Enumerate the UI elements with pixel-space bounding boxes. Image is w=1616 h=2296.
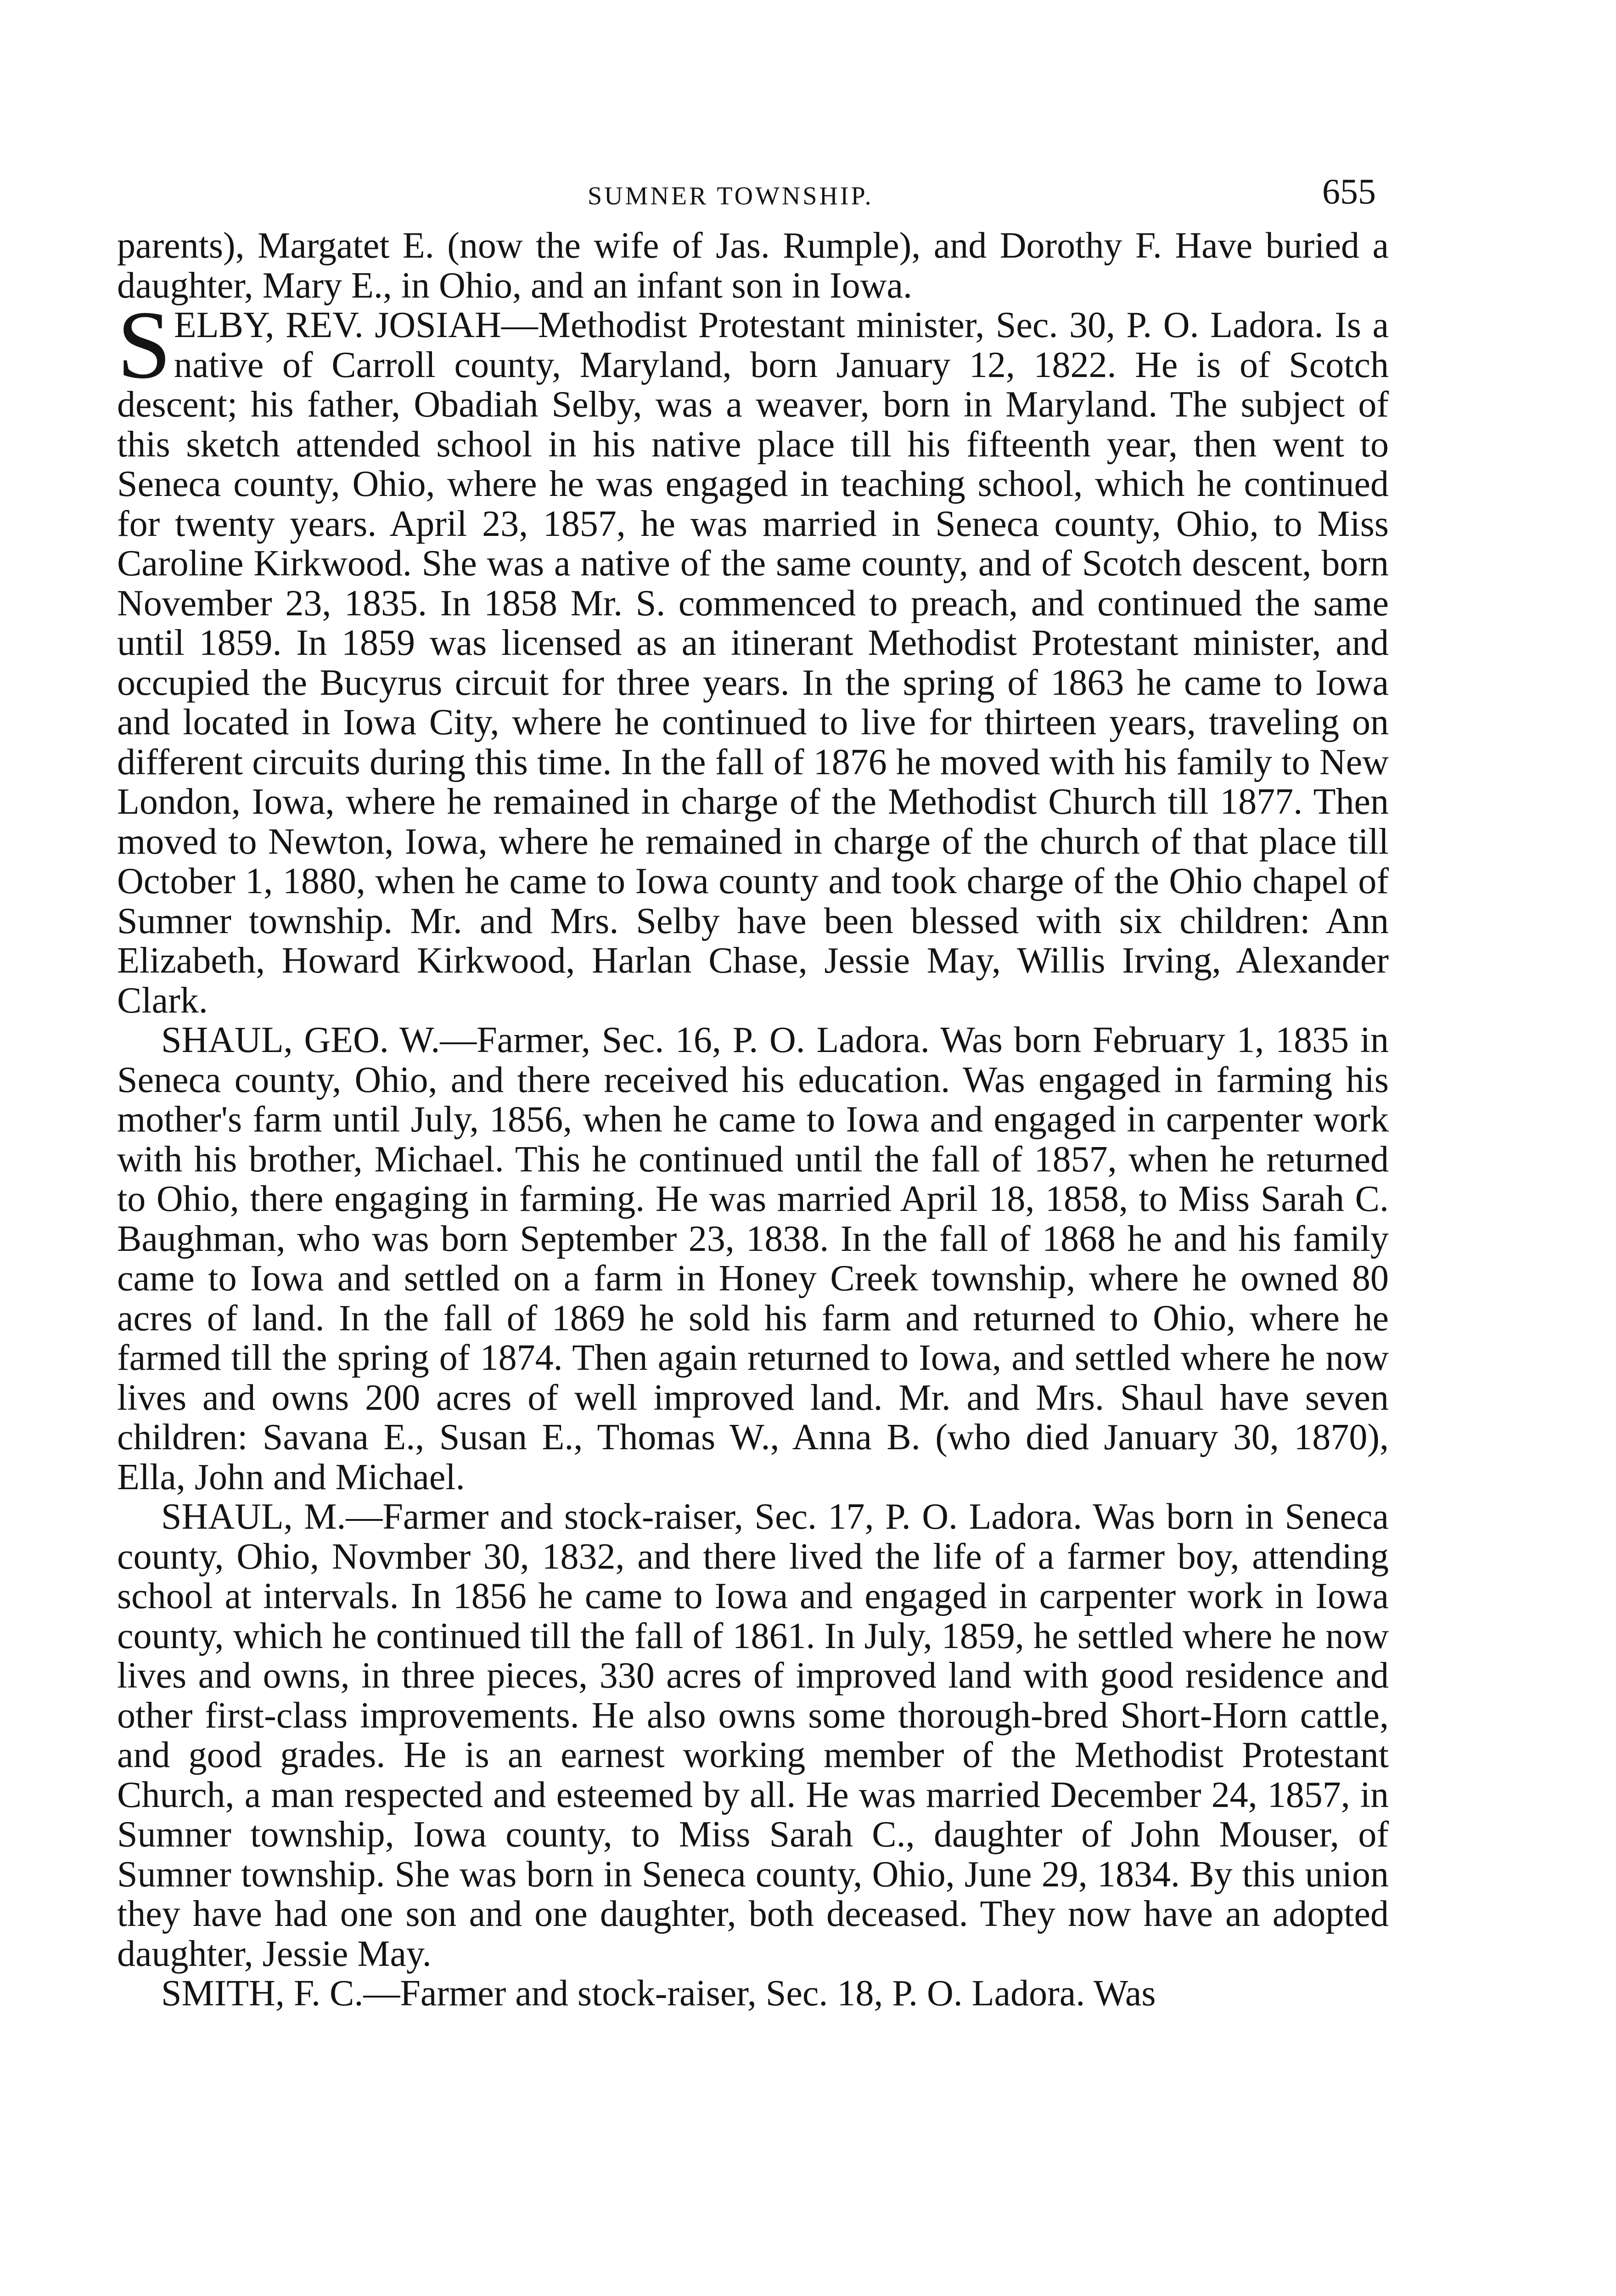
- page-number: 655: [1322, 171, 1376, 211]
- entry-shaul-geo-w: SHAUL, GEO. W.—Farmer, Sec. 16, P. O. Ladora. Was born February 1, 1835 in Seneca county, Ohio, and there received his education. Was engaged in farming his mother's farm until July, 1856, when he came to Iowa and engaged in carpenter work with his brother, Michael. This he continued until the fall of 1857, when he returned to Ohio, there engaging in farming. He was married April 18, 1858, to Miss Sarah C. Baughman, who was born September 23, 1838. In the fall of 1868 he and his family came to Iowa and settled on a farm in Honey Creek township, where he owned 80 acres of land. In the fall of 1869 he sold his farm and returned to Ohio, where he farmed till the spring of 1874. Then again returned to Iowa, and settled where he now lives and owns 200 acres of well improved land. Mr. and Mrs. Shaul have seven children: Savana E., Susan E., Thomas W., Anna B. (who died January 30, 1870), Ella, John and Michael.: [117, 1020, 1389, 1497]
- entry-selby-josiah: SELBY, REV. JOSIAH—Methodist Protestant minister, Sec. 30, P. O. Ladora. Is a native of Carroll county, Maryland, born January 12, 1822. He is of Scotch descent; his father, Obadiah Selby, was a weaver, born in Maryland. The subject of this sketch attended school in his native place till his fifteenth year, then went to Seneca county, Ohio, where he was engaged in teaching school, which he continued for twenty years. April 23, 1857, he was married in Seneca county, Ohio, to Miss Caroline Kirkwood. She was a native of the same county, and of Scotch descent, born November 23, 1835. In 1858 Mr. S. commenced to preach, and continued the same until 1859. In 1859 was licensed as an itinerant Methodist Protestant minister, and occupied the Bucyrus circuit for three years. In the spring of 1863 he came to Iowa and located in Iowa City, where he continued to live for thirteen years, traveling on different circuits during this time. In the fall of 1876 he moved with his family to New London, Iowa, where he remained in charge of the Methodist Church till 1877. Then moved to Newton, Iowa, where he remained in charge of the church of that place till October 1, 1880, when he came to Iowa county and took charge of the Ohio chapel of Sumner township. Mr. and Mrs. Selby have been blessed with six children: Ann Elizabeth, Howard Kirkwood, Harlan Chase, Jessie May, Willis Irving, Alexander Clark.: [117, 291, 1389, 1021]
- entry-shaul-m: SHAUL, M.—Farmer and stock-raiser, Sec. 17, P. O. Ladora. Was born in Seneca county, Ohio, Novmber 30, 1832, and there lived the life of a farmer boy, attending school at intervals. In 1856 he came to Iowa and engaged in carpenter work in Iowa county, which he continued till the fall of 1861. In July, 1859, he settled where he now lives and owns, in three pieces, 330 acres of improved land with good residence and other first-class improvements. He also owns some thorough-bred Short-Horn cattle, and good grades. He is an earnest working member of the Methodist Protestant Church, a man respected and esteemed by all. He was married December 24, 1857, in Sumner township, Iowa county, to Miss Sarah C., daughter of John Mouser, of Sumner township. She was born in Seneca county, Ohio, June 29, 1834. By this union they have had one son and one daughter, both deceased. They now have an adopted daughter, Jessie May.: [117, 1497, 1389, 1974]
- body-text: [117, 226, 1389, 2014]
- entry-smith-f-c: SMITH, F. C.—Farmer and stock-raiser, Sec. 18, P. O. Ladora. Was: [161, 1973, 1156, 2014]
- paragraph-continuation: parents), Margatet E. (now the wife of Jas. Rumple), and Dorothy F. Have buried a daughter, Mary E., in Ohio, and an infant son in Iowa.: [117, 225, 1389, 306]
- running-title: SUMNER TOWNSHIP.: [588, 182, 874, 210]
